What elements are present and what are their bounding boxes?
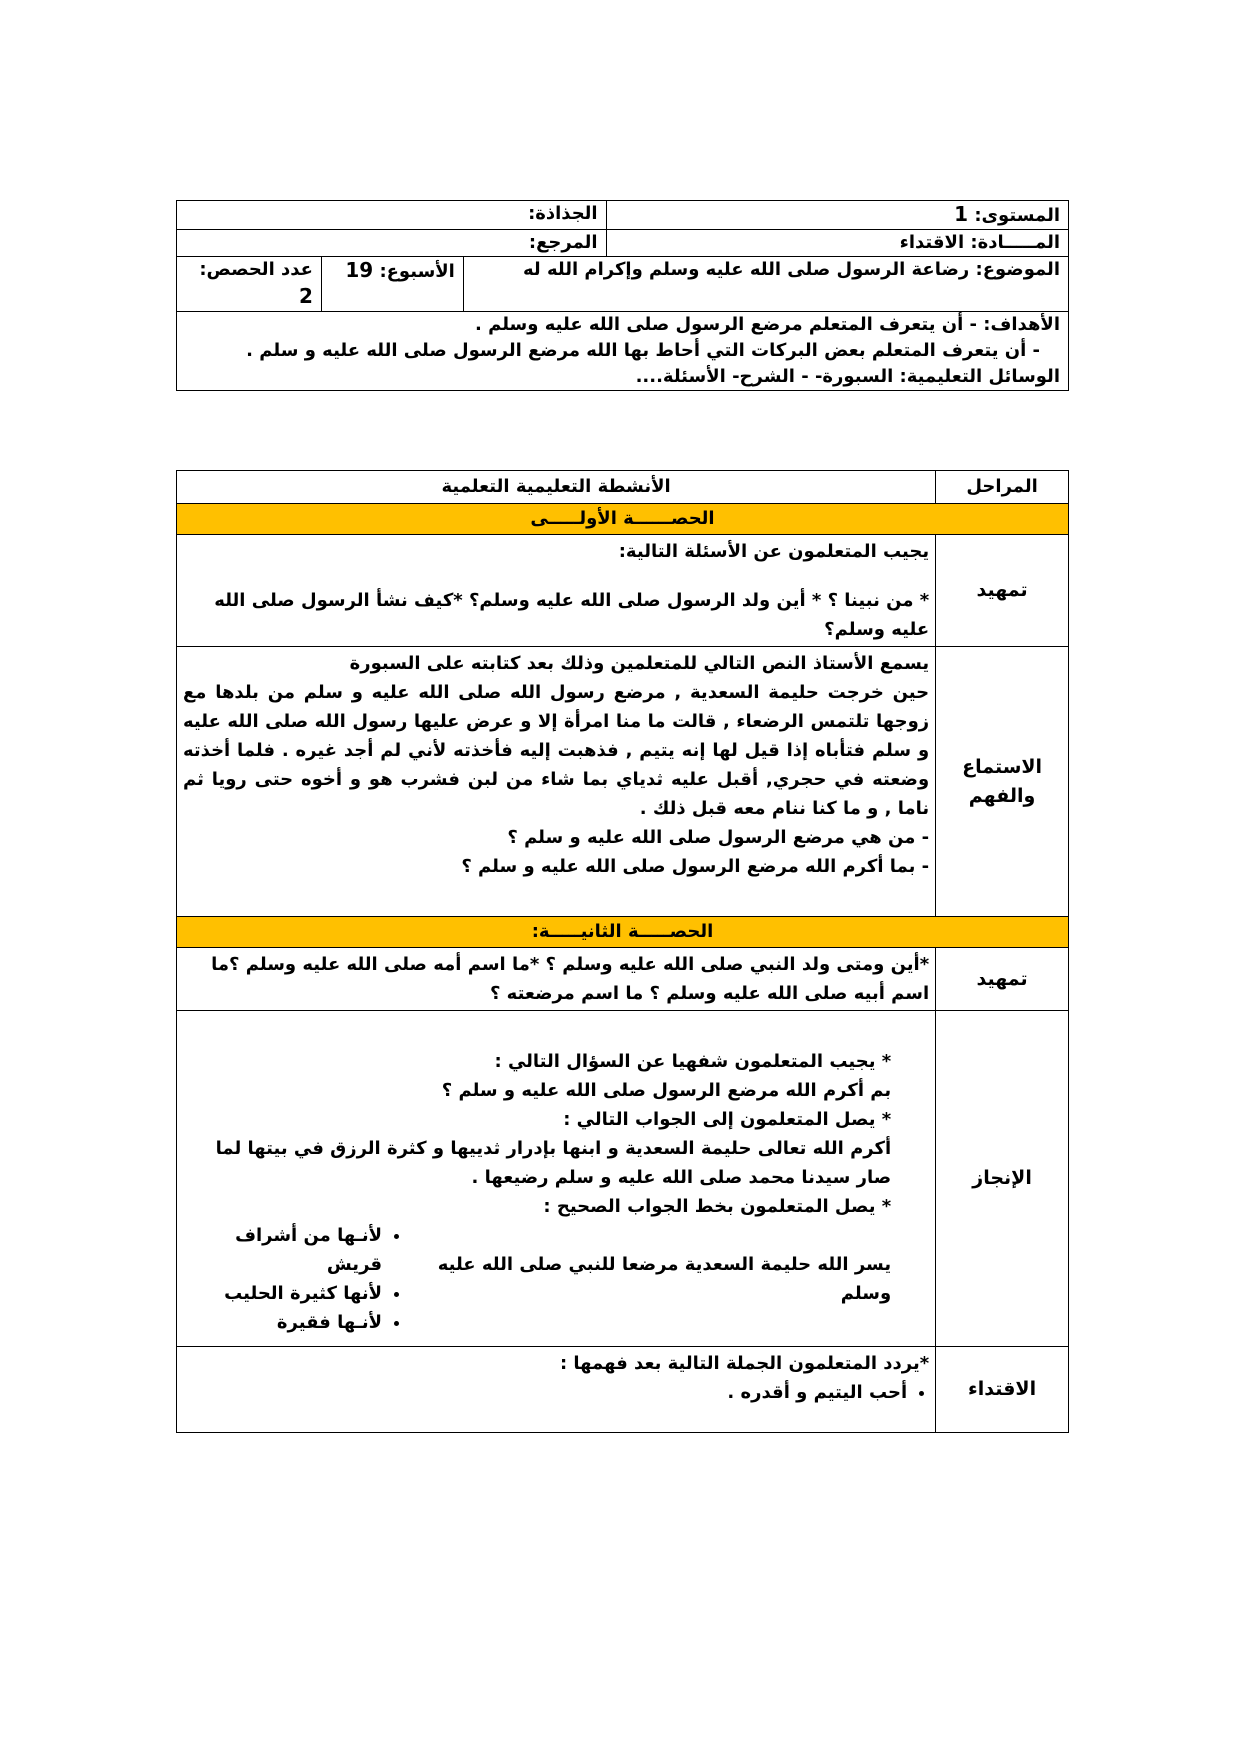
s2-achieve-answer: أكرم الله تعالى حليمة السعدية و ابنها بإدرار ثدييها و كثرة الرزق في بيتها لما صار سيدنا محمد صلى الله عليه و سلم رضيعها . xyxy=(215,1138,892,1188)
s2-follow-stage: الاقتداء xyxy=(936,1347,1069,1433)
s1-listen-row xyxy=(177,647,1069,917)
s2-intro-stage: تمهيد xyxy=(936,948,1069,1011)
topic-cell xyxy=(463,257,1068,312)
s1-listen-question-1: - من هي مرضع الرسول صلى الله عليه و سلم ؟ xyxy=(507,827,930,848)
s1-intro-questions: * من نبينا ؟ * أين ولد الرسول صلى الله عليه وسلم؟ *كيف نشأ الرسول صلى الله عليه وسلم؟ xyxy=(214,590,930,640)
reference-cell xyxy=(177,230,607,257)
session-1-title: الحصــــــة الأولـــــى xyxy=(177,504,1069,535)
sessions-label: عدد الحصص: xyxy=(199,259,313,280)
s1-listen-question-2: - بما أكرم الله مرضع الرسول صلى الله عليه و سلم ؟ xyxy=(461,856,930,877)
objectives-cell xyxy=(177,312,1069,391)
teaching-means: الوسائل التعليمية: السبورة- - الشرح- الأسئلة.... xyxy=(635,366,1060,387)
topic-value: رضاعة الرسول صلى الله عليه وسلم وإكرام الله له xyxy=(523,259,970,280)
subject-value: الاقتداء xyxy=(899,232,965,253)
subject-label: المـــــادة: xyxy=(970,232,1060,253)
session-1-banner xyxy=(177,504,1069,535)
week-cell xyxy=(321,257,463,312)
session-2-title: الحصـــــة الثانيـــــة: xyxy=(177,917,1069,948)
branch-cell xyxy=(177,201,607,230)
header-row-3 xyxy=(177,257,1069,312)
s2-achieve-content xyxy=(177,1011,936,1347)
week-value: 19 xyxy=(345,258,374,282)
lesson-table xyxy=(176,470,1069,1433)
objective-1: الأهداف: - أن يتعرف المتعلم مرضع الرسول صلى الله عليه وسلم . xyxy=(474,314,1060,335)
s2-follow-bullet: • أحب اليتيم و أقدره . xyxy=(183,1378,907,1407)
s1-intro-content xyxy=(177,535,936,647)
match-options xyxy=(183,1221,404,1337)
subject-cell xyxy=(606,230,1068,257)
s2-follow-instruction: *يردد المتعلمون الجملة التالية بعد فهمها : xyxy=(559,1353,930,1374)
s1-intro-row xyxy=(177,535,1069,647)
match-option-1: • لأنـها من أشراف قريش xyxy=(183,1221,382,1279)
week-label: الأسبوع: xyxy=(379,261,455,282)
match-exercise xyxy=(183,1221,929,1337)
header-row-1 xyxy=(177,201,1069,230)
header-table xyxy=(176,200,1069,391)
s1-listen-content xyxy=(177,647,936,917)
s2-follow-list xyxy=(183,1378,929,1407)
s2-achieve-row xyxy=(177,1011,1069,1347)
reference-label: المرجع: xyxy=(528,232,598,253)
header-row-2 xyxy=(177,230,1069,257)
lesson-header-row xyxy=(177,471,1069,504)
match-sentence: يسر الله حليمة السعدية مرضعا للنبي صلى الله عليه وسلم xyxy=(437,1254,892,1304)
header-row-4 xyxy=(177,312,1069,391)
activities-header: الأنشطة التعليمية التعلمية xyxy=(177,471,936,504)
sessions-value: 2 xyxy=(299,284,313,308)
level-value: 1 xyxy=(954,202,969,226)
s1-listen-stage: الاستماع والفهم xyxy=(936,647,1069,917)
s2-follow-content xyxy=(177,1347,936,1433)
objective-2: - أن يتعرف المتعلم بعض البركات التي أحاط بها الله مرضع الرسول صلى الله عليه و سلم . xyxy=(246,340,1040,361)
s1-listen-instruction: يسمع الأستاذ النص التالي للمتعلمين وذلك بعد كتابته على السبورة xyxy=(349,653,930,674)
s2-follow-row xyxy=(177,1347,1069,1433)
branch-label: الجذاذة: xyxy=(528,203,598,224)
level-label: المستوى: xyxy=(974,205,1060,226)
topic-label: الموضوع: xyxy=(975,259,1060,280)
match-option-2: • لأنها كثيرة الحليب xyxy=(183,1279,382,1308)
s1-intro-line1: يجيب المتعلمون عن الأسئلة التالية: xyxy=(618,541,930,562)
s2-intro-content xyxy=(177,948,936,1011)
sessions-cell xyxy=(177,257,322,312)
level-cell xyxy=(606,201,1068,230)
match-option-3: • لأنـها فقيرة xyxy=(183,1308,382,1337)
s2-intro-row xyxy=(177,948,1069,1011)
s1-intro-stage: تمهيد xyxy=(936,535,1069,647)
stages-header: المراحل xyxy=(936,471,1069,504)
s2-achieve-line1: * يجيب المتعلمون شفهيا عن السؤال التالي : xyxy=(494,1051,892,1072)
s2-achieve-stage: الإنجاز xyxy=(936,1011,1069,1347)
s2-intro-questions: *أين ومتى ولد النبي صلى الله عليه وسلم ؟ *ما اسم أمه صلى الله عليه وسلم ؟ما اسم أبيه صلى الله عليه وسلم ؟ ما اسم مرضعته ؟ xyxy=(211,954,930,1004)
s2-achieve-question: بم أكرم الله مرضع الرسول صلى الله عليه و سلم ؟ xyxy=(441,1080,892,1101)
s2-achieve-line5: * يصل المتعلمون بخط الجواب الصحيح : xyxy=(543,1196,892,1217)
session-2-banner xyxy=(177,917,1069,948)
s1-listen-passage: حين خرجت حليمة السعدية , مرضع رسول الله صلى الله عليه و سلم من بلدها مع زوجها تلتمس الرضعاء , قالت ما منا امرأة إلا و عرض عليها رسول الله صلى الله عليه و سلم فتأباه إذا قيل لها إنه يتيم , فذهبت إليه فأخذته لأني لم أجد غيره . فلما أخذته وضعته في حجري, أقبل عليه ثدياي بما شاء من لبن فشرب هو و أخوه حتى رويا ثم ناما , و ما كنا ننام معه قبل ذلك . xyxy=(183,682,930,819)
s2-achieve-line3: * يصل المتعلمون إلى الجواب التالي : xyxy=(563,1109,892,1130)
